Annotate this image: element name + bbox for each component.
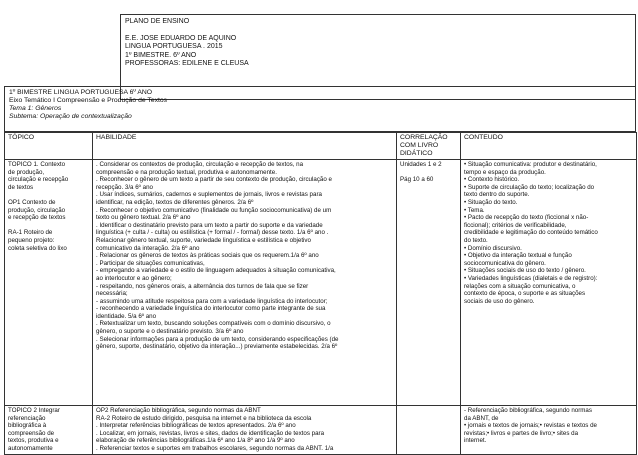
- cell-line: RA-1 Roteiro de: [8, 229, 53, 237]
- subject-year: LINGUA PORTUGUESA . 2015: [125, 43, 223, 51]
- term-grade: 1º BIMESTRE. 6º ANO: [125, 51, 197, 59]
- cell-line: [8, 222, 89, 230]
- cell-line: . Selecionar informações para a produção de um texto, considerando especificações (de: [96, 335, 339, 343]
- content-cell: [461, 160, 637, 406]
- cell-line: sociais de uso do gênero.: [464, 297, 535, 305]
- cell-line: . Participar de situações comunicativas,: [96, 259, 205, 267]
- cell-line: elaboração de referências bibliográficas.1/a 6º ano 1/a 8º ano 1/a 9º ano: [96, 437, 295, 445]
- cell-line: . Localizar, em jornais, revistas, livros e sites, dados de identificação de textos para: [96, 429, 325, 437]
- cell-line: bibliográfica à: [8, 422, 47, 430]
- topic-cell: [5, 406, 93, 455]
- cell-line: relações com a situação comunicativa, o: [464, 282, 576, 290]
- cell-line: contexto de época, o suporte e as situações: [464, 290, 586, 298]
- cell-line: pequeno projeto:: [8, 236, 55, 244]
- cell-line: internet.: [464, 437, 487, 445]
- cell-line: - empregando a variedade e o estilo de linguagem adequados à situação comunicativa,: [96, 267, 336, 275]
- cell-line: . Usar índices, sumários, cadernos e suplementos de jornais, livros e revistas para: [96, 191, 322, 199]
- header-content: CONTEUDO: [461, 133, 637, 160]
- cell-line: texto dentro do suporte.: [464, 191, 530, 199]
- cell-line: identidade. 5/a 6º ano: [96, 312, 157, 320]
- cell-line: da ABNT, de: [464, 414, 499, 422]
- cell-line: comunicativo da interação. 2/a 6º ano: [96, 244, 200, 252]
- cell-line: • Contexto histórico.: [464, 176, 520, 184]
- cell-line: textos, produtiva e: [8, 437, 59, 445]
- cell-line: gênero, suporte, destinatário, objetivo da interação...) previamente estabelecidas. 2/a 6º: [96, 343, 338, 351]
- school-name: E.E. JOSE EDUARDO DE AQUINO: [125, 34, 237, 42]
- cell-line: . Reconhecer o gênero de um texto a partir de seu contexto de produção, circulação e: [96, 176, 332, 184]
- cell-line: texto ou gênero textual. 2/a 6º ano: [96, 214, 191, 222]
- cell-line: . Relacionar os gêneros de textos às práticas sociais que os requerem.1/a 6º ano: [96, 252, 319, 260]
- cell-line: [8, 191, 89, 199]
- cell-line: compreensão e na produção textual, produtiva e autonomamente.: [96, 168, 277, 176]
- cell-line: • jornais e textos de jornais;• revistas e textos de: [464, 422, 597, 430]
- cell-line: . Retextualizar um texto, buscando soluções compatíveis com o domínio discursivo, o: [96, 320, 331, 328]
- plan-intro: [4, 86, 636, 132]
- skill-cell: [93, 406, 397, 455]
- plan-title: PLANO DE ENSINO: [125, 18, 190, 25]
- cell-line: referenciação: [8, 414, 46, 422]
- cell-line: e recepção de textos: [8, 214, 66, 222]
- cell-line: compreensão de: [8, 429, 55, 437]
- cell-line: - assumindo uma atitude respeitosa para com a variedade linguística do interlocutor;: [96, 297, 328, 305]
- cell-line: • Situação do texto.: [464, 198, 518, 206]
- cell-line: tempo e espaço da produção.: [464, 168, 546, 176]
- header-correlation: CORRELAÇÃO COM LIVRO DIDÁTICO: [397, 133, 461, 160]
- cell-line: linguística (+ culta / - culta) ou estilística (+ formal / - formal) desse texto. 1/a 6º ano .: [96, 229, 329, 237]
- skill-cell: [93, 160, 397, 406]
- cell-line: • Variedades linguísticas (dialetais e de registro):: [464, 274, 598, 282]
- cell-line: gênero, o suporte e o destinatário previsto. 3/a 6º ano: [96, 328, 244, 336]
- cell-line: Unidades 1 e 2: [400, 161, 442, 168]
- cell-line: ficcional); critérios de verificabilidade,: [464, 221, 567, 229]
- cell-line: . Considerar os contextos de produção, circulação e recepção de textos, na: [96, 161, 304, 168]
- cell-line: ao interlocutor e ao gênero;: [96, 274, 172, 282]
- cell-line: • Domínio discursivo.: [464, 244, 522, 252]
- cell-line: - Referenciação bibliográfica, segundo normas: [464, 407, 592, 414]
- cell-line: Relacionar gênero textual, suporte, variedade linguística e estilística e objetivo: [96, 236, 311, 244]
- cell-line: do texto.: [464, 236, 488, 244]
- cell-line: • Suporte de circulação do texto; localização do: [464, 183, 595, 191]
- topic-cell: [5, 160, 93, 406]
- cell-line: OP1 Contexto de: [8, 198, 56, 206]
- header-skill: HABILIDADE: [93, 133, 397, 160]
- content-cell: [461, 406, 637, 455]
- intro-theme: Tema 1: Gêneros: [9, 105, 62, 112]
- cell-line: revistas;• livros e partes de livro;• sites da: [464, 429, 579, 437]
- cell-line: . Identificar o destinatário previsto para um texto a partir do suporte e da variedade: [96, 221, 323, 229]
- teachers: PROFESSORAS: EDILENE E CLEUSA: [125, 60, 249, 68]
- cell-line: circulação e recepção: [8, 176, 69, 184]
- cell-line: • Objetivo da interação textual e função: [464, 252, 572, 260]
- table-row: [5, 406, 637, 455]
- correlation-cell: [397, 406, 461, 455]
- cell-line: • Tema.: [464, 206, 485, 214]
- cell-line: sociocomunicativa do gênero.: [464, 259, 546, 267]
- header-topic: TÓPICO: [5, 133, 93, 160]
- cell-line: produção, circulação: [8, 206, 66, 214]
- cell-line: credibilidade e legitimação do conteúdo temático: [464, 229, 598, 237]
- cell-line: necessária;: [96, 290, 128, 298]
- cell-line: - reconhecendo a variedade linguística do interlocutor como parte integrante de sua: [96, 305, 326, 313]
- table-header-row: [5, 133, 637, 160]
- cell-line: identificar, na edição, textos de diferentes gêneros. 2/a 6º: [96, 198, 254, 206]
- cell-line: TÓPICO 2 Integrar: [8, 407, 60, 414]
- cell-line: • Situação comunicativa: produtor e destinatário,: [464, 161, 597, 168]
- intro-axis: Eixo Temático I Compreensão e Produção de Textos: [9, 97, 168, 104]
- cell-line: RA-2 Roteiro de estudo dirigido, pesquisa na internet e na biblioteca da escola: [96, 414, 312, 422]
- cell-line: de textos: [8, 183, 34, 191]
- cell-line: coleta seletiva do lixo: [8, 244, 67, 252]
- cell-line: . Referenciar textos e suportes em trabalhos escolares, segundo normas da ABNT. 1/a: [96, 444, 334, 452]
- cell-line: - respeitando, nos gêneros orais, a alternância dos turnos de fala que se fizer: [96, 282, 309, 290]
- cell-line: autonomamente: [8, 444, 53, 452]
- table-row: [5, 160, 637, 406]
- cell-line: . Interpretar referências bibliográficas de textos apresentados. 2/a 6º ano: [96, 422, 296, 430]
- cell-line: OP2 Referenciação bibliográfica, segundo normas da ABNT: [96, 407, 261, 414]
- intro-term: 1º BIMESTRE LINGUA PORTUGUESA 6º ANO: [9, 89, 153, 96]
- cell-line: recepção. 3/a 6º ano: [96, 183, 153, 191]
- cell-line: • Situações sociais de uso do texto / gênero.: [464, 267, 586, 275]
- cell-line: Pág 10 a 60: [400, 175, 434, 183]
- intro-subtheme: Subtema: Operação de contextualização: [9, 113, 132, 120]
- plan-table: [4, 132, 637, 455]
- cell-line: • Pacto de recepção do texto (ficcional x não-: [464, 214, 589, 222]
- cell-line: TÓPICO 1. Contexto: [8, 161, 66, 168]
- cell-line: . Reconhecer o objetivo comunicativo (finalidade ou função sociocomunicativa) de um: [96, 206, 332, 214]
- cell-line: de produção,: [8, 168, 45, 176]
- correlation-cell: [397, 160, 461, 406]
